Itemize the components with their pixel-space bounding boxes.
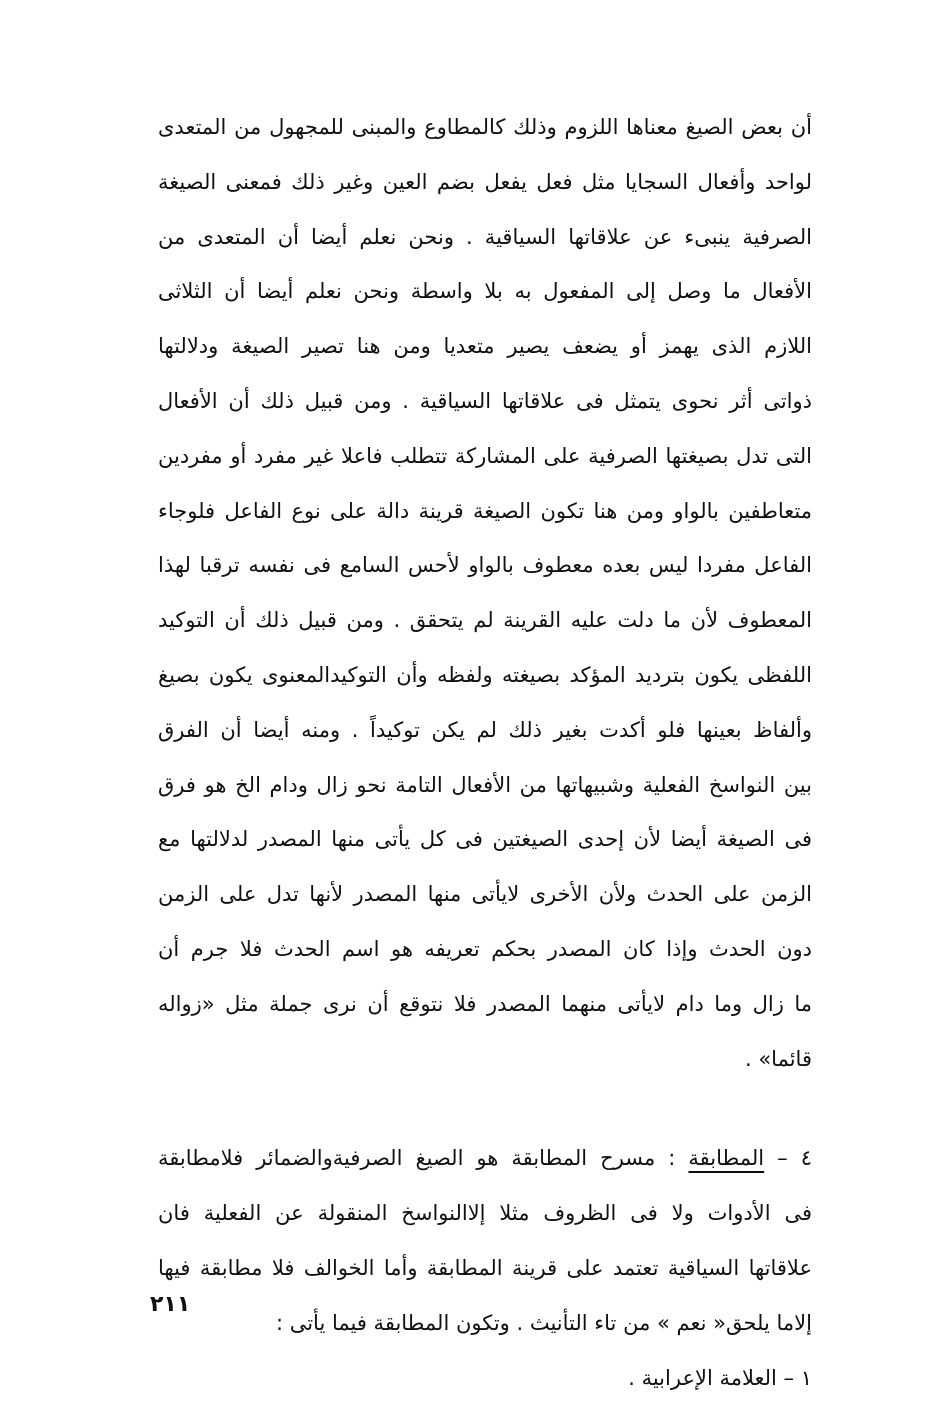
- list-item: ١ – العلامة الإعرابية .: [628, 1365, 812, 1390]
- text-line: متعاطفين بالواو ومن هنا تكون الصيغة قرينة دالة على نوع الفاعل فلوجاء: [158, 498, 812, 523]
- text-line: المعطوف لأن ما دلت عليه القرينة لم يتحقق . ومن قبيل ذلك أن التوكيد: [158, 608, 812, 633]
- section-heading-line: [158, 1131, 812, 1186]
- text-line: دون الحدث وإذا كان المصدر بحكم تعريفه هو اسم الحدث فلا جرم أن: [158, 936, 812, 961]
- paragraph-1: [158, 100, 812, 1086]
- paragraph-spacer: [158, 1086, 812, 1131]
- text-line: قائما» .: [744, 1046, 812, 1071]
- body-text: [158, 100, 812, 1405]
- text-line: فى الأدوات ولا فى الظروف مثلا إلاالنواسخ المنقولة عن الفعلية فان: [158, 1201, 812, 1226]
- section-heading: المطابقة: [688, 1146, 765, 1171]
- section-number: ٤ –: [777, 1146, 812, 1171]
- page-number: ٢١١: [150, 1292, 191, 1317]
- paragraph-2: [158, 1131, 812, 1350]
- text-line: الفاعل مفردا ليس بعده معطوف بالواو لأحس السامع فى نفسه ترقبا لهذا: [158, 553, 812, 578]
- text-line: لواحد وأفعال السجايا مثل فعل يفعل بضم العين وغير ذلك فمعنى الصيغة: [158, 169, 812, 194]
- text-line: اللفظى يكون بترديد المؤكد بصيغته ولفظه وأن التوكيدالمعنوى يكون بصيغ: [158, 662, 812, 687]
- text-line: الصرفية ينبىء عن علاقاتها السياقية . ونحن نعلم أيضا أن المتعدى من: [158, 224, 812, 249]
- section-heading-continuation: : مسرح المطابقة هو الصيغ الصرفيةوالضمائر فلامطابقة: [158, 1146, 676, 1171]
- text-line: فى الصيغة أيضا لأن إحدى الصيغتين فى كل يأتى منها المصدر لدلالتها مع: [158, 827, 812, 852]
- text-line: ذواتى أثر نحوى يتمثل فى علاقاتها السياقية . ومن قبيل ذلك أن الأفعال: [158, 388, 812, 413]
- text-line: الزمن على الحدث ولأن الأخرى لايأتى منها المصدر لأنها تدل على الزمن: [158, 882, 812, 907]
- text-line: ما زال وما دام لايأتى منهما المصدر فلا نتوقع أن نرى جملة مثل «زواله: [158, 991, 812, 1016]
- text-line: أن بعض الصيغ معناها اللزوم وذلك كالمطاوع والمبنى للمجهول من المتعدى: [158, 115, 812, 139]
- text-line: اللازم الذى يهمز أو يضعف يصير متعديا ومن هنا تصير الصيغة ودلالتها: [158, 334, 812, 359]
- text-line: بين النواسخ الفعلية وشبيهاتها من الأفعال التامة نحو زال ودام الخ هو فرق: [158, 772, 812, 797]
- text-line: علاقاتها السياقية تعتمد على قرينة المطابقة وأما الخوالف فلا مطابقة فيها: [158, 1255, 812, 1280]
- text-line: إلاما يلحق« نعم » من تاء التأنيث . وتكون المطابقة فيما يأتى :: [275, 1310, 812, 1335]
- text-line: التى تدل بصيغتها الصرفية على المشاركة تتطلب فاعلا غير مفرد أو مفردين: [158, 443, 812, 468]
- text-line: الأفعال ما وصل إلى المفعول به بلا واسطة ونحن نعلم أيضا أن الثلاثى: [158, 279, 812, 304]
- text-line: وألفاظ بعينها فلو أكدت بغير ذلك لم يكن توكيداً . ومنه أيضا أن الفرق: [158, 717, 812, 742]
